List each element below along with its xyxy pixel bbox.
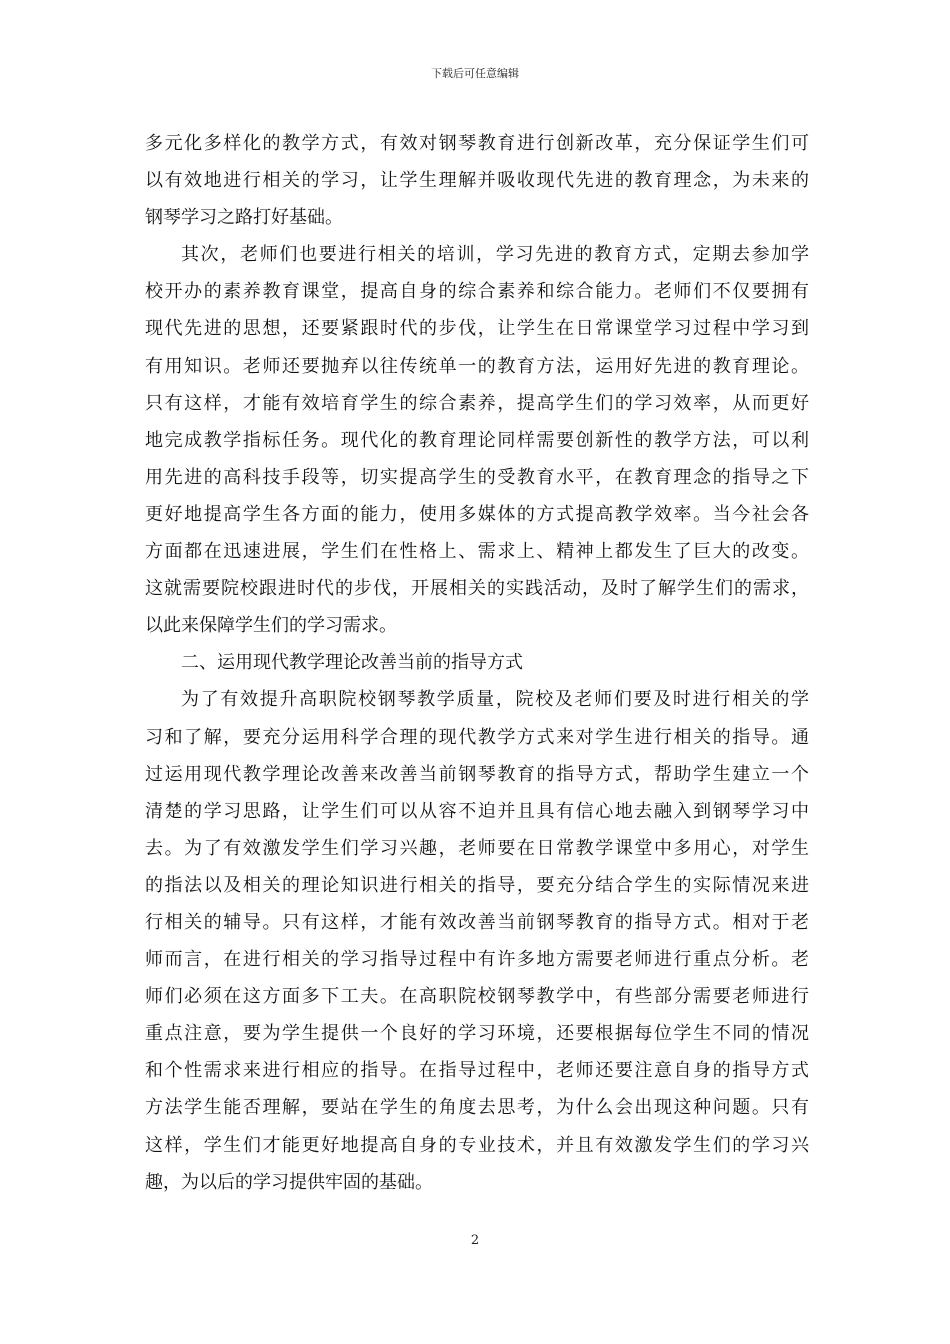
text-line: 方法学生能否理解，要站在学生的角度去思考，为什么会出现这种问题。只有 <box>145 1097 809 1119</box>
page-header: 下载后可任意编辑 <box>431 67 519 80</box>
text-line: 这样，学生们才能更好地提高自身的专业技术，并且有效激发学生们的学习兴 <box>145 1134 809 1156</box>
text-line: 其次，老师们也要进行相关的培训，学习先进的教育方式，定期去参加学 <box>181 244 809 266</box>
text-line: 师而言，在进行相关的学习指导过程中有许多地方需要老师进行重点分析。老 <box>145 949 809 971</box>
text-line: 以有效地进行相关的学习，让学生理解并吸收现代先进的教育理念，为未来的 <box>145 170 809 192</box>
text-line: 过运用现代教学理论改善来改善当前钢琴教育的指导方式，帮助学生建立一个 <box>145 763 809 785</box>
text-line: 的指法以及相关的理论知识进行相关的指导，要充分结合学生的实际情况来进 <box>145 874 809 896</box>
text-line: 趣，为以后的学习提供牢固的基础。 <box>145 1171 433 1193</box>
text-line: 师们必须在这方面多下工夫。在高职院校钢琴教学中，有些部分需要老师进行 <box>145 986 809 1008</box>
document-body <box>145 125 809 1201</box>
text-line: 重点注意，要为学生提供一个良好的学习环境，还要根据每位学生不同的情况 <box>145 1023 809 1045</box>
text-line: 习和了解，要充分运用科学合理的现代教学方式来对学生进行相关的指导。通 <box>145 726 809 748</box>
text-line: 多元化多样化的教学方式，有效对钢琴教育进行创新改革，充分保证学生们可 <box>145 133 809 154</box>
text-line: 现代先进的思想，还要紧跟时代的步伐，让学生在日常课堂学习过程中学习到 <box>145 318 809 340</box>
text-line: 只有这样，才能有效培育学生的综合素养，提高学生们的学习效率，从而更好 <box>145 392 809 414</box>
text-line: 钢琴学习之路打好基础。 <box>145 207 343 229</box>
paragraph <box>145 644 809 681</box>
text-line: 行相关的辅导。只有这样，才能有效改善当前钢琴教育的指导方式。相对于老 <box>145 911 809 933</box>
text-line: 地完成教学指标任务。现代化的教育理论同样需要创新性的教学方法，可以利 <box>145 429 809 451</box>
text-line: 去。为了有效激发学生们学习兴趣，老师要在日常教学课堂中多用心，对学生 <box>145 837 809 859</box>
text-line: 和个性需求来进行相应的指导。在指导过程中，老师还要注意自身的指导方式 <box>145 1060 809 1082</box>
text-line: 方面都在迅速进展，学生们在性格上、需求上、精神上都发生了巨大的改变。 <box>145 541 809 563</box>
paragraph <box>145 681 809 1200</box>
text-line: 为了有效提升高职院校钢琴教学质量，院校及老师们要及时进行相关的学 <box>181 689 809 711</box>
text-line: 用先进的高科技手段等，切实提高学生的受教育水平，在教育理念的指导之下 <box>145 466 809 488</box>
paragraph <box>145 125 809 236</box>
text-line: 这就需要院校跟进时代的步伐，开展相关的实践活动，及时了解学生们的需求， <box>145 578 809 600</box>
text-line: 有用知识。老师还要抛弃以往传统单一的教育方法，运用好先进的教育理论。 <box>145 355 809 377</box>
paragraph <box>145 236 809 644</box>
text-line: 校开办的素养教育课堂，提高自身的综合素养和综合能力。老师们不仅要拥有 <box>145 281 809 303</box>
text-line: 更好地提高学生各方面的能力，使用多媒体的方式提高教学效率。当今社会各 <box>145 503 809 525</box>
text-line: 清楚的学习思路，让学生们可以从容不迫并且具有信心地去融入到钢琴学习中 <box>145 800 809 822</box>
text-line: 二、运用现代教学理论改善当前的指导方式 <box>181 652 523 674</box>
page-number: 2 <box>470 1233 480 1248</box>
text-line: 以此来保障学生们的学习需求。 <box>145 615 397 637</box>
